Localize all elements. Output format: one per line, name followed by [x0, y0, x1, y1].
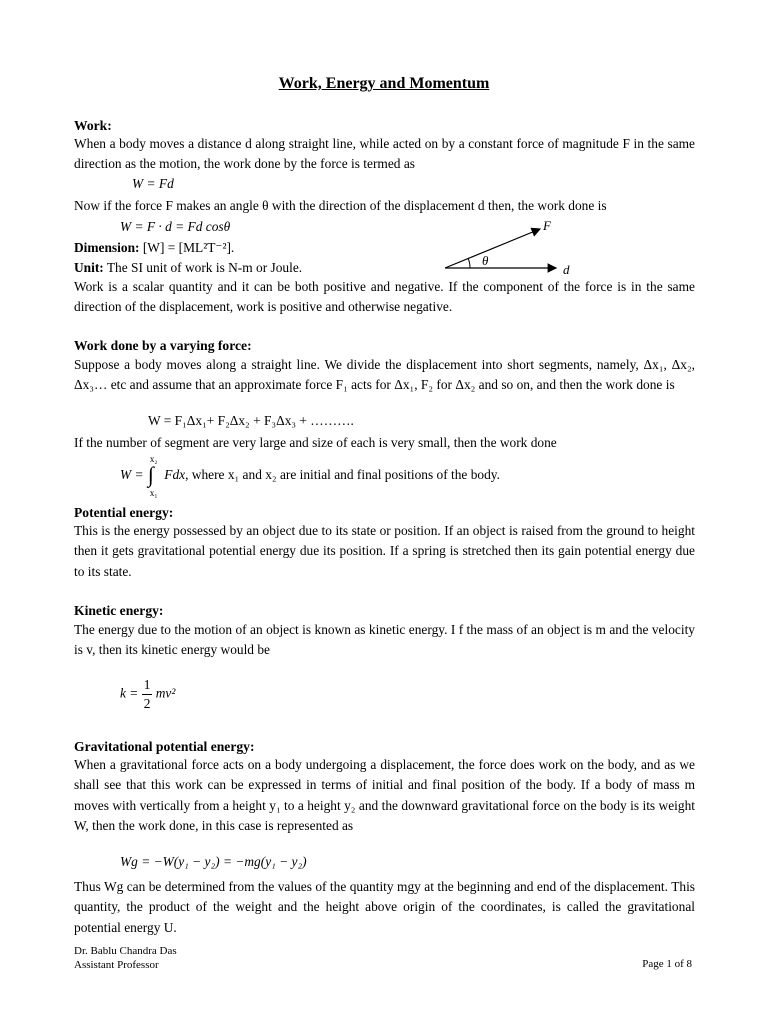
- angle-arc: [468, 258, 470, 268]
- work-paragraph-3: Work is a scalar quantity and it can be both positive and negative. If the component of the force is in the same direction of the displacement, work is positive and otherwise negative.: [74, 279, 695, 315]
- kinetic-paragraph: The energy due to the motion of an object is known as kinetic energy. I f the mass of an object is m and the velocity is v, then its kinetic energy would be: [74, 622, 695, 658]
- displacement-label: d: [563, 262, 570, 277]
- kinetic-heading-block: [74, 601, 695, 621]
- unit-line: [74, 258, 695, 278]
- angle-label: θ: [482, 253, 489, 268]
- work-equation-1: W = Fd: [132, 176, 174, 191]
- work-paragraph-2: Now if the force F makes an angle θ with the direction of the displacement d then, the work done is: [74, 198, 607, 213]
- work-equation-2: W = F · d = Fd cosθ: [120, 219, 231, 234]
- potential-energy-heading: Potential energy:: [74, 505, 174, 520]
- unit-label: Unit:: [74, 260, 104, 275]
- footer-position: Assistant Professor: [74, 959, 159, 971]
- kinetic-energy-heading: Kinetic energy:: [74, 603, 164, 618]
- kinetic-rhs: mv²: [155, 685, 176, 701]
- gravitational-paragraph-1: When a gravitational force acts on a body undergoing a displacement, the force does work on the body, and as we shall see that this work can be expressed in terms of initial and final position of the body. If a body of mass m moves with vertically from a height y₁ to a height y₂ and the downward gravitational force on the body is its weight W, then the work done, in this case is represented as: [74, 757, 695, 833]
- varying-equation-1: W = F₁Δx₁+ F₂Δx₂ + F₃Δx₃ + ……….: [148, 413, 354, 428]
- kinetic-fraction: [142, 676, 153, 713]
- dimension-label: Dimension:: [74, 240, 140, 255]
- work-paragraph-1: When a body moves a distance d along straight line, while acted on by a constant force of magnitude F in the same direction as the motion, the work done by the force is termed as: [74, 136, 695, 172]
- integral-lhs: W =: [120, 467, 144, 483]
- dimension-line: [74, 238, 695, 258]
- document-title: Work, Energy and Momentum: [278, 75, 490, 92]
- force-angle-diagram: [440, 215, 580, 280]
- kinetic-equation: [120, 676, 175, 713]
- potential-paragraph: This is the energy possessed by an object due to its state or position. If an object is raised from the ground to height then it gets gravitational potential energy due its position. If a spring is stretched then its gain potential energy due to its state.: [74, 523, 695, 579]
- varying-paragraph-1: Suppose a body moves along a straight line. We divide the displacement into short segments, namely, Δx₁, Δx₂, Δx₃… etc and assume that an approximate force F₁ acts for Δx₁, F₂ for Δx₂ and so on, and then the work done is: [74, 357, 695, 393]
- gravitational-energy-heading: Gravitational potential energy:: [74, 739, 255, 754]
- dimension-value: [W] = [ML²T⁻²].: [142, 240, 235, 255]
- gravitational-paragraph-2: Thus Wg can be determined from the values of the quantity mgy at the beginning and end of the displacement. This quantity, the product of the weight and the height above origin of the coordinates, is called the gravitational potential energy U.: [74, 879, 695, 935]
- fraction-denominator: 2: [143, 696, 151, 711]
- integrand: Fdx: [164, 467, 186, 483]
- fraction-numerator: 1: [142, 676, 153, 695]
- integral-symbol: ∫: [147, 462, 154, 487]
- footer-author: Dr. Bablu Chandra Das: [74, 945, 177, 957]
- integral-description: , where x₁ and x₂ are initial and final positions of the body.: [185, 467, 500, 483]
- work-heading: Work:: [74, 118, 112, 133]
- varying-heading-block: [74, 336, 695, 356]
- page-number: Page 1 of 8: [642, 958, 692, 970]
- varying-force-heading: Work done by a varying force:: [74, 338, 252, 353]
- force-label: F: [543, 218, 551, 233]
- force-vector-arrow: [445, 229, 540, 268]
- integral-upper-limit: x₂: [149, 454, 158, 464]
- kinetic-lhs: k =: [120, 685, 139, 701]
- integral-lower-limit: x₁: [149, 488, 158, 498]
- integral-sign: [147, 456, 161, 496]
- varying-paragraph-2: If the number of segment are very large and size of each is very small, then the work done: [74, 435, 557, 450]
- gravitational-equation: Wg = −W(y₁ − y₂) = −mg(y₁ − y₂): [120, 854, 307, 869]
- integral-equation: [120, 456, 500, 496]
- unit-value: The SI unit of work is N-m or Joule.: [106, 260, 303, 275]
